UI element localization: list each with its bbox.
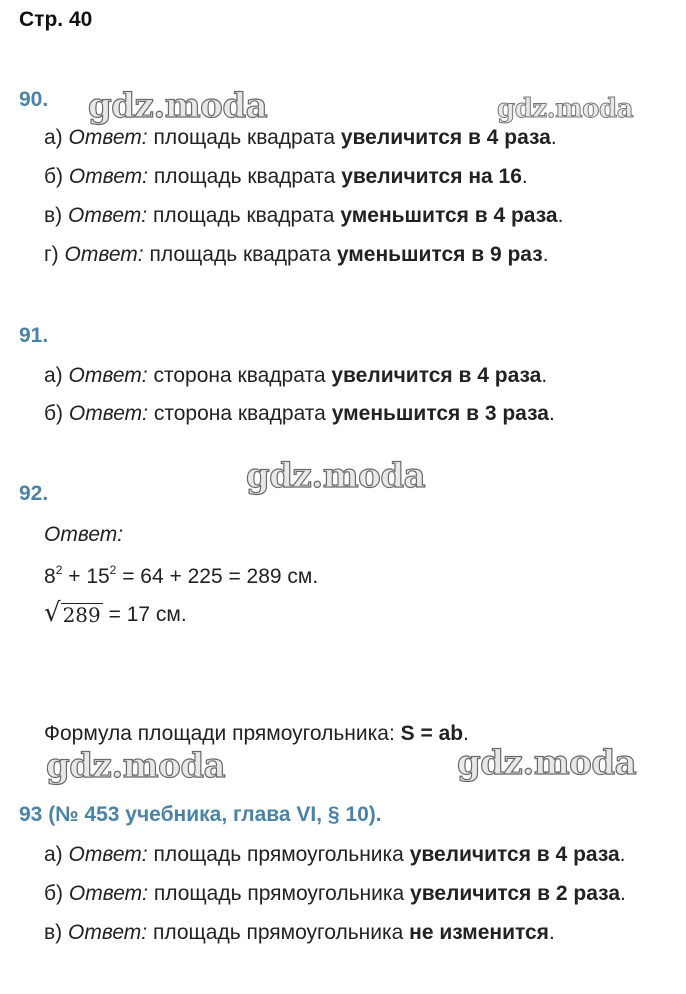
answer-line-90d: г) Ответ: площадь квадрата уменьшится в 9 раз.: [44, 243, 549, 266]
answer-label: Ответ:: [68, 882, 148, 905]
answer-label-92: Ответ:: [44, 523, 124, 546]
answer-line-93a: а) Ответ: площадь прямоугольника увеличится в 4 раза.: [44, 843, 626, 866]
answer-line-91a: а) Ответ: сторона квадрата увеличится в 4 раза.: [44, 364, 548, 387]
answer-label: Ответ:: [68, 126, 148, 149]
answer-line-90a: а) Ответ: площадь квадрата увеличится в 4 раза.: [44, 126, 557, 149]
answer-label: Ответ:: [68, 165, 148, 188]
sqrt-expression: √ 289: [44, 598, 101, 628]
answer-line-90c: в) Ответ: площадь квадрата уменьшится в 4 раза.: [44, 204, 564, 227]
task-91-number: 91.: [19, 324, 49, 347]
watermark: gdz.moda: [457, 743, 637, 783]
answer-line-90b: б) Ответ: площадь квадрата увеличится на 16.: [44, 165, 528, 188]
sqrt-line-92: √ 289 = 17 см.: [44, 598, 187, 628]
watermark: gdz.moda: [497, 94, 634, 124]
answer-line-93b: б) Ответ: площадь прямоугольника увеличится в 2 раза.: [44, 882, 626, 905]
answer-label: Ответ:: [68, 402, 148, 425]
task-90-number: 90.: [19, 88, 49, 111]
watermark: gdz.moda: [88, 86, 268, 126]
answer-label: Ответ:: [64, 243, 144, 266]
answer-line-93c: в) Ответ: площадь прямоугольника не изменится.: [44, 921, 555, 944]
calc-line-92: $8^2 + 15^2 = 64 + 225 = 289$ см.: [44, 563, 319, 588]
page-title: Стр. 40: [19, 8, 93, 31]
watermark: gdz.moda: [246, 456, 426, 496]
answer-label: Ответ:: [68, 204, 148, 227]
watermark: gdz.moda: [46, 746, 226, 786]
sqrt-icon: √: [44, 598, 61, 628]
answer-label: Ответ:: [68, 921, 148, 944]
task-93-heading: 93 (№ 453 учебника, глава VI, § 10).: [19, 803, 382, 826]
task-92-number: 92.: [19, 482, 49, 505]
answer-label: Ответ:: [68, 364, 148, 387]
answer-label: Ответ:: [68, 843, 148, 866]
formula-line: Формула площади прямоугольника: S = ab.: [44, 722, 469, 745]
answer-line-91b: б) Ответ: сторона квадрата уменьшится в 3 раза.: [44, 402, 555, 425]
